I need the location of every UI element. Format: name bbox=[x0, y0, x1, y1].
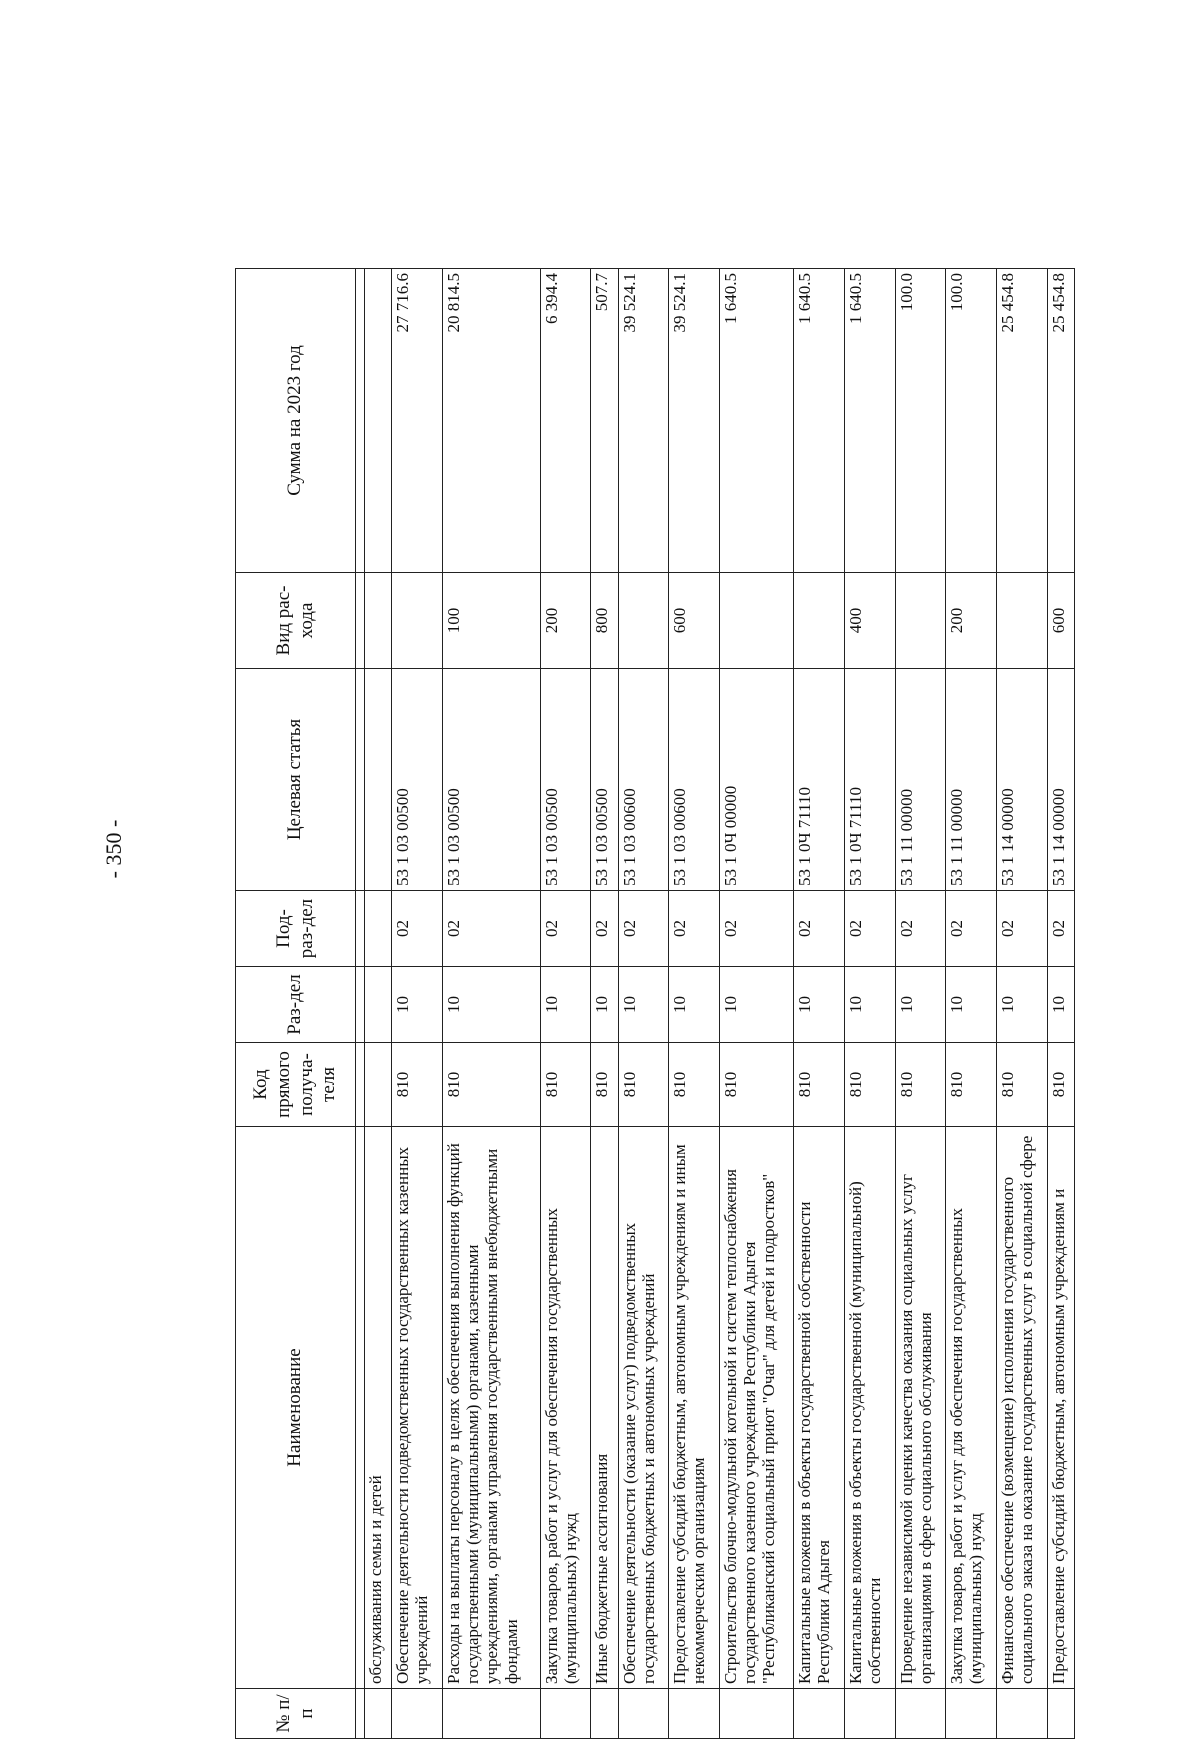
cell-target: 53 1 03 00500 bbox=[442, 669, 540, 891]
cell-type: 600 bbox=[669, 573, 720, 669]
cell-subsection: 02 bbox=[669, 891, 720, 967]
cell-num bbox=[669, 1689, 720, 1739]
header-subsection: Под-раз-дел bbox=[236, 891, 356, 967]
cell-type: 200 bbox=[540, 573, 591, 669]
table-row bbox=[794, 269, 845, 1739]
cell-num bbox=[1047, 1689, 1074, 1739]
cell-name: Капитальные вложения в объекты государственной собственности Республики Адыгея bbox=[794, 1127, 845, 1689]
cell-sum: 100.0 bbox=[946, 269, 997, 573]
cell-code: 810 bbox=[844, 1043, 895, 1127]
budget-table-container bbox=[235, 269, 1075, 1739]
table-row bbox=[618, 269, 669, 1739]
cell-code: 810 bbox=[392, 1043, 443, 1127]
cell-target: 53 1 11 00000 bbox=[895, 669, 946, 891]
header-num: № п/п bbox=[236, 1689, 356, 1739]
cell-code: 810 bbox=[895, 1043, 946, 1127]
cell-name: обслуживания семьи и детей bbox=[365, 1127, 392, 1689]
cell-subsection: 02 bbox=[996, 891, 1047, 967]
cell-section: 10 bbox=[844, 967, 895, 1043]
cell-sum: 1 640.5 bbox=[719, 269, 793, 573]
cell-target: 53 1 03 00600 bbox=[618, 669, 669, 891]
cell-subsection: 02 bbox=[895, 891, 946, 967]
cell-sum: 1 640.5 bbox=[794, 269, 845, 573]
cell-target: 53 1 14 00000 bbox=[996, 669, 1047, 891]
cell-target: 53 1 03 00500 bbox=[392, 669, 443, 891]
cell-type bbox=[794, 573, 845, 669]
cell-code: 810 bbox=[719, 1043, 793, 1127]
cell-section bbox=[365, 967, 392, 1043]
cell-sum: 6 394.4 bbox=[540, 269, 591, 573]
budget-table bbox=[235, 268, 1075, 1739]
cell-type bbox=[392, 573, 443, 669]
cell-section: 10 bbox=[392, 967, 443, 1043]
cell-name: Обеспечение деятельности подведомственных государственных казенных учреждений bbox=[392, 1127, 443, 1689]
cell-code bbox=[365, 1043, 392, 1127]
cell-type: 600 bbox=[1047, 573, 1074, 669]
table-row-spacer bbox=[356, 269, 365, 1739]
cell-sum: 100.0 bbox=[895, 269, 946, 573]
table-row bbox=[946, 269, 997, 1739]
cell-type: 100 bbox=[442, 573, 540, 669]
cell-num bbox=[946, 1689, 997, 1739]
cell-subsection bbox=[365, 891, 392, 967]
cell-name: Расходы на выплаты персоналу в целях обеспечения выполнения функций государственными (муниципальными) органами, казенными учреждениями, органами управления государственными внебюджетными фондами bbox=[442, 1127, 540, 1689]
cell-code: 810 bbox=[540, 1043, 591, 1127]
cell-subsection: 02 bbox=[618, 891, 669, 967]
cell-name: Проведение независимой оценки качества оказания социальных услуг организациями в сфере социального обслуживания bbox=[895, 1127, 946, 1689]
cell-subsection: 02 bbox=[719, 891, 793, 967]
header-target: Целевая статья bbox=[236, 669, 356, 891]
cell-num bbox=[618, 1689, 669, 1739]
cell-num bbox=[844, 1689, 895, 1739]
cell-sum: 39 524.1 bbox=[618, 269, 669, 573]
cell-target: 53 1 14 00000 bbox=[1047, 669, 1074, 891]
cell-num bbox=[392, 1689, 443, 1739]
page-number: - 350 - bbox=[101, 819, 126, 879]
table-row bbox=[392, 269, 443, 1739]
cell-sum: 1 640.5 bbox=[844, 269, 895, 573]
table-row bbox=[442, 269, 540, 1739]
cell-code: 810 bbox=[618, 1043, 669, 1127]
cell-subsection: 02 bbox=[540, 891, 591, 967]
cell-sum: 25 454.8 bbox=[996, 269, 1047, 573]
cell-code: 810 bbox=[996, 1043, 1047, 1127]
cell-type bbox=[618, 573, 669, 669]
cell-section: 10 bbox=[1047, 967, 1074, 1043]
table-row bbox=[669, 269, 720, 1739]
table-row bbox=[844, 269, 895, 1739]
table-row bbox=[365, 269, 392, 1739]
header-section: Раз-дел bbox=[236, 967, 356, 1043]
cell-name: Иные бюджетные ассигнования bbox=[591, 1127, 618, 1689]
cell-sum: 20 814.5 bbox=[442, 269, 540, 573]
cell-type: 200 bbox=[946, 573, 997, 669]
cell-section: 10 bbox=[618, 967, 669, 1043]
cell-section: 10 bbox=[794, 967, 845, 1043]
cell-num bbox=[996, 1689, 1047, 1739]
header-type: Вид рас-хода bbox=[236, 573, 356, 669]
cell-target: 53 1 0Ч 71110 bbox=[794, 669, 845, 891]
cell-subsection: 02 bbox=[392, 891, 443, 967]
cell-sum bbox=[365, 269, 392, 573]
cell-section: 10 bbox=[719, 967, 793, 1043]
cell-name: Предоставление субсидий бюджетным, автономным учреждениям и bbox=[1047, 1127, 1074, 1689]
cell-target: 53 1 0Ч 71110 bbox=[844, 669, 895, 891]
cell-name: Закупка товаров, работ и услуг для обеспечения государственных (муниципальных) нужд bbox=[540, 1127, 591, 1689]
header-sum: Сумма на 2023 год bbox=[236, 269, 356, 573]
cell-type: 800 bbox=[591, 573, 618, 669]
cell-type bbox=[365, 573, 392, 669]
cell-name: Предоставление субсидий бюджетным, автономным учреждениям и иным некоммерческим организациям bbox=[669, 1127, 720, 1689]
cell-code: 810 bbox=[591, 1043, 618, 1127]
table-row bbox=[996, 269, 1047, 1739]
cell-code: 810 bbox=[442, 1043, 540, 1127]
header-code: Код прямого получа-теля bbox=[236, 1043, 356, 1127]
table-header-row bbox=[236, 269, 356, 1739]
cell-num bbox=[719, 1689, 793, 1739]
cell-type bbox=[895, 573, 946, 669]
cell-num bbox=[540, 1689, 591, 1739]
cell-num bbox=[895, 1689, 946, 1739]
cell-section: 10 bbox=[442, 967, 540, 1043]
cell-type: 400 bbox=[844, 573, 895, 669]
cell-subsection: 02 bbox=[946, 891, 997, 967]
cell-name: Закупка товаров, работ и услуг для обеспечения государственных (муниципальных) нужд bbox=[946, 1127, 997, 1689]
cell-section: 10 bbox=[540, 967, 591, 1043]
header-name: Наименование bbox=[236, 1127, 356, 1689]
cell-subsection: 02 bbox=[442, 891, 540, 967]
cell-target: 53 1 0Ч 00000 bbox=[719, 669, 793, 891]
table-row bbox=[719, 269, 793, 1739]
cell-subsection: 02 bbox=[1047, 891, 1074, 967]
cell-code: 810 bbox=[946, 1043, 997, 1127]
cell-target: 53 1 03 00500 bbox=[591, 669, 618, 891]
cell-sum: 39 524.1 bbox=[669, 269, 720, 573]
cell-name: Обеспечение деятельности (оказание услуг) подведомственных государственных бюджетных и автономных учреждений bbox=[618, 1127, 669, 1689]
cell-section: 10 bbox=[669, 967, 720, 1043]
table-row bbox=[1047, 269, 1074, 1739]
cell-code: 810 bbox=[1047, 1043, 1074, 1127]
cell-sum: 27 716.6 bbox=[392, 269, 443, 573]
cell-section: 10 bbox=[591, 967, 618, 1043]
cell-target: 53 1 03 00600 bbox=[669, 669, 720, 891]
cell-type bbox=[996, 573, 1047, 669]
cell-name: Строительство блочно-модульной котельной и систем теплоснабжения государственного казенного учреждения Республики Адыгея "Республиканский социальный приют "Очаг" для детей и подростков" bbox=[719, 1127, 793, 1689]
cell-section: 10 bbox=[895, 967, 946, 1043]
cell-num bbox=[365, 1689, 392, 1739]
cell-section: 10 bbox=[946, 967, 997, 1043]
table-row bbox=[895, 269, 946, 1739]
cell-target: 53 1 03 00500 bbox=[540, 669, 591, 891]
cell-code: 810 bbox=[794, 1043, 845, 1127]
cell-num bbox=[591, 1689, 618, 1739]
cell-target: 53 1 11 00000 bbox=[946, 669, 997, 891]
cell-name: Капитальные вложения в объекты государственной (муниципальной) собственности bbox=[844, 1127, 895, 1689]
cell-type bbox=[719, 573, 793, 669]
table-row bbox=[540, 269, 591, 1739]
cell-subsection: 02 bbox=[591, 891, 618, 967]
cell-code: 810 bbox=[669, 1043, 720, 1127]
cell-num bbox=[794, 1689, 845, 1739]
cell-subsection: 02 bbox=[794, 891, 845, 967]
cell-section: 10 bbox=[996, 967, 1047, 1043]
cell-num bbox=[442, 1689, 540, 1739]
cell-subsection: 02 bbox=[844, 891, 895, 967]
cell-sum: 507.7 bbox=[591, 269, 618, 573]
cell-name: Финансовое обеспечение (возмещение) исполнения государственного социального заказа на оказание государственных услуг в социальной сфере bbox=[996, 1127, 1047, 1689]
table-row bbox=[591, 269, 618, 1739]
cell-target bbox=[365, 669, 392, 891]
cell-sum: 25 454.8 bbox=[1047, 269, 1074, 573]
